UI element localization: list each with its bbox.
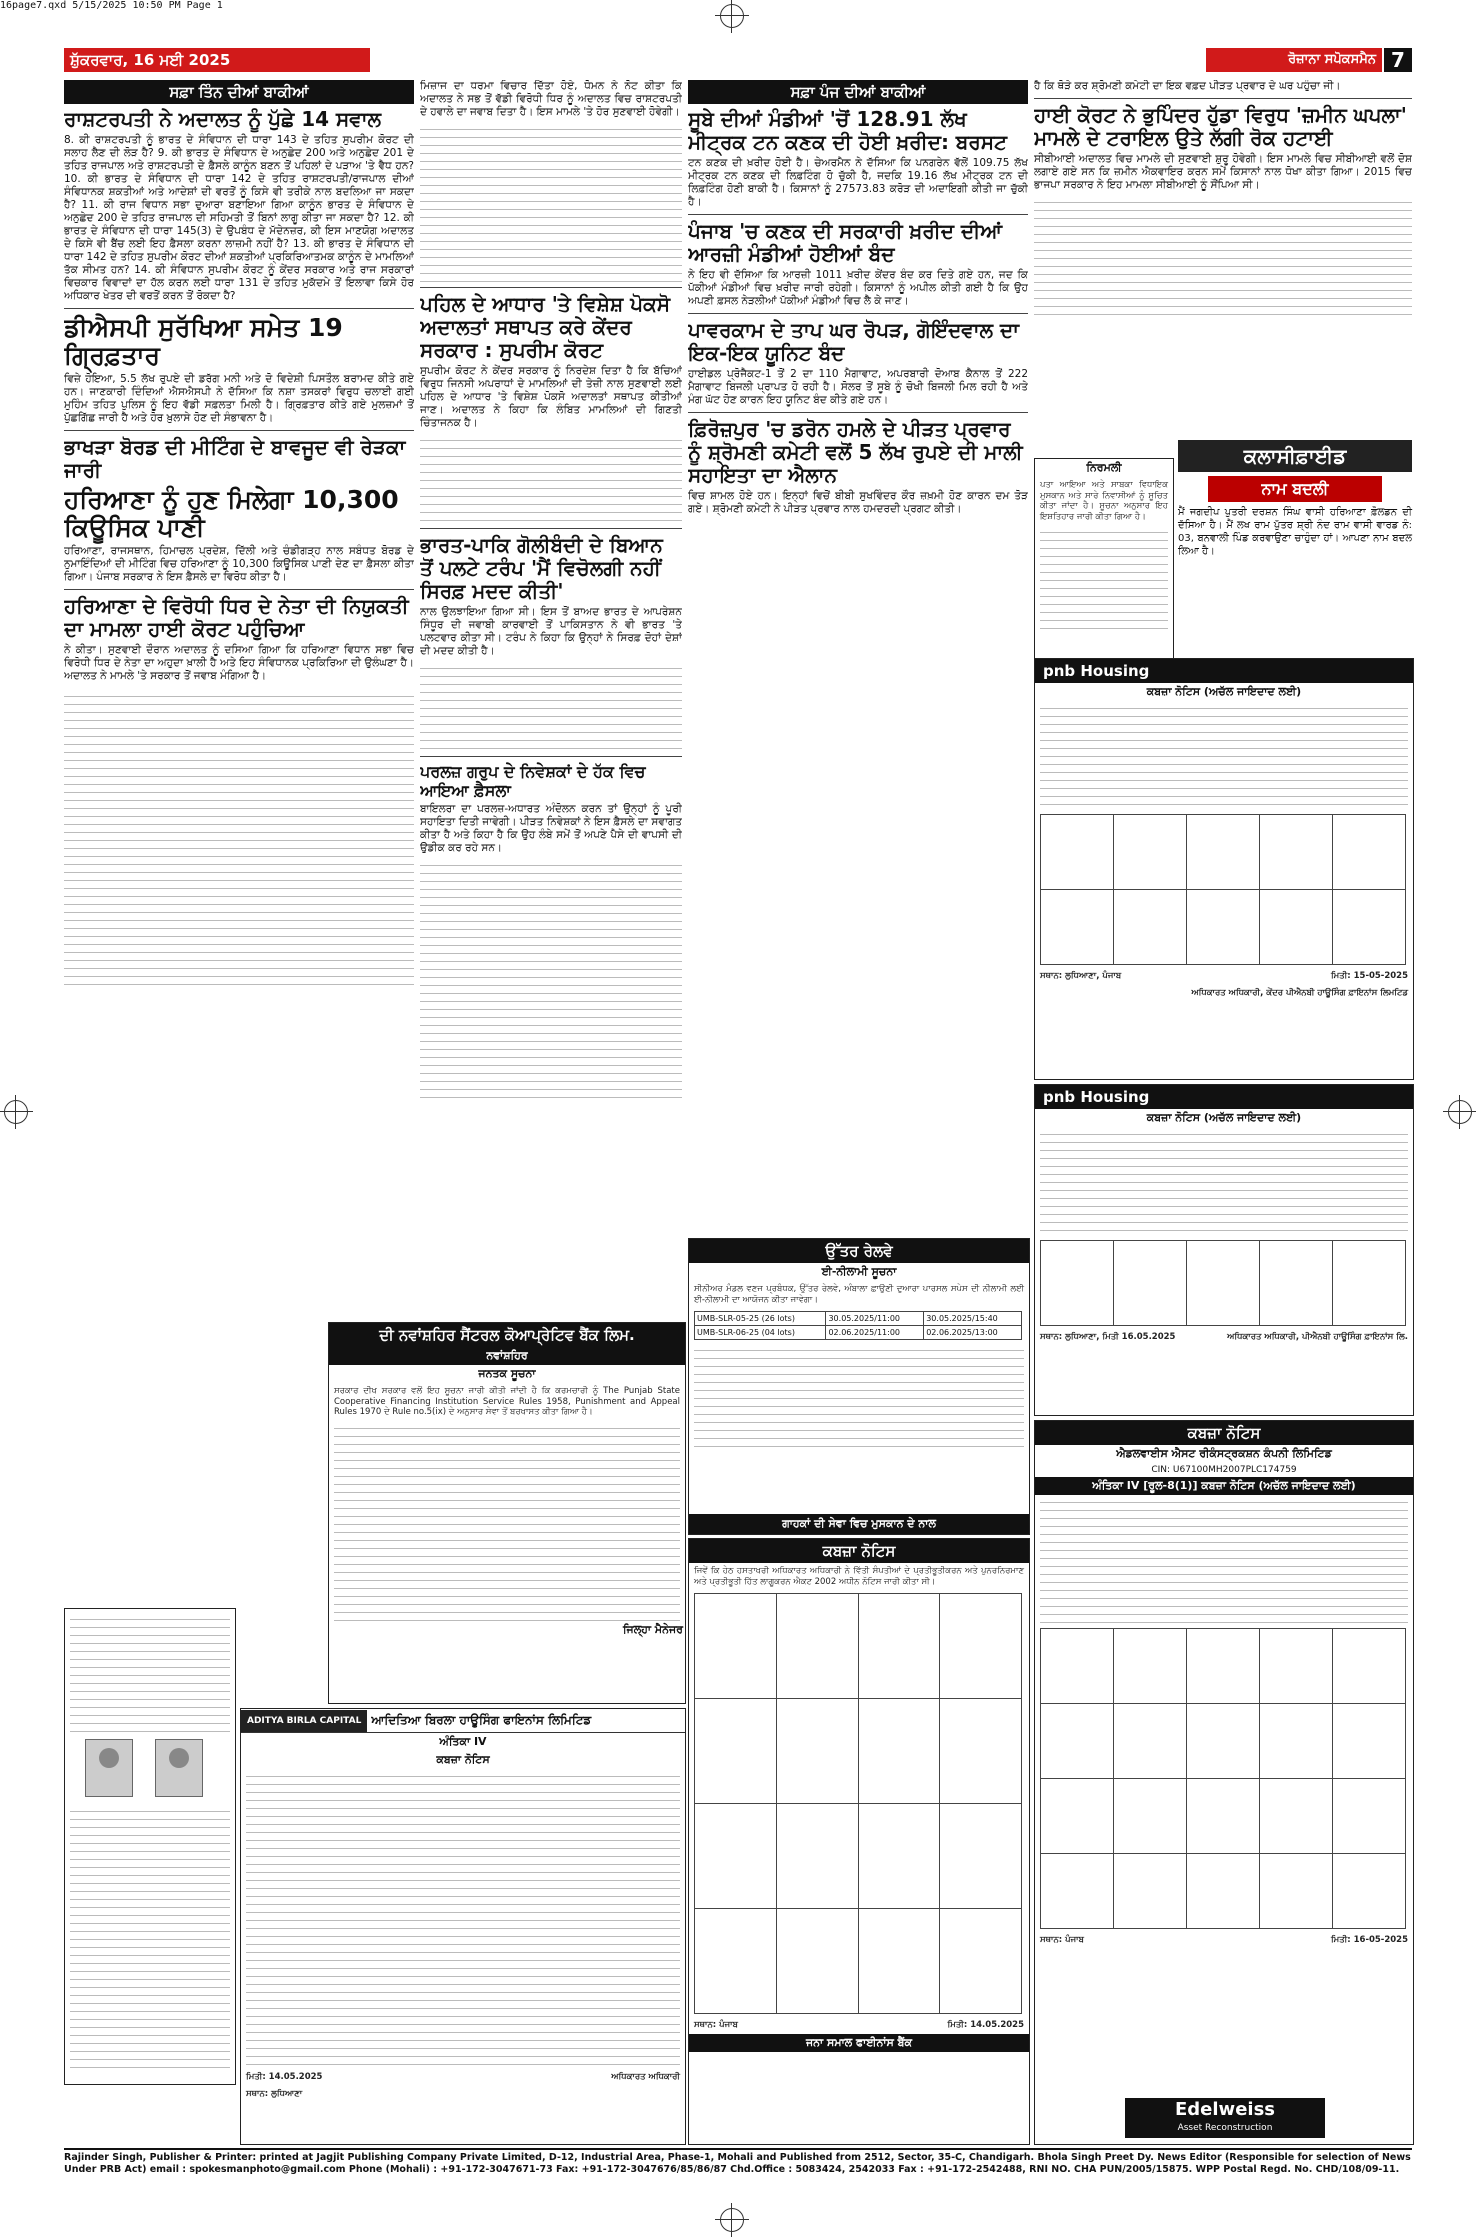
section-banner: ਸਫ਼ਾ ਤਿੰਨ ਦੀਆਂ ਬਾਕੀਆਂ — [64, 80, 414, 104]
article-continuation — [420, 122, 682, 282]
headline-mandis-closed: ਪੰਜਾਬ 'ਚ ਕਣਕ ਦੀ ਸਰਕਾਰੀ ਖ਼ਰੀਦ ਦੀਆਂ ਆਰਜ਼ੀ ਮੰਡੀਆਂ ਹੋਈਆਂ ਬੰਦ — [688, 219, 1003, 266]
borrower-table — [1040, 814, 1406, 965]
table-cell: UMB-SLR-06-25 (04 lots) — [695, 1326, 826, 1340]
divider — [64, 308, 414, 309]
divider — [64, 430, 414, 431]
section-banner: ਸਫ਼ਾ ਪੰਜ ਦੀਆਂ ਬਾਕੀਆਂ — [688, 80, 1028, 104]
classified-text: ਮੈਂ ਜਗਦੀਪ ਪੁਤਰੀ ਦਰਸ਼ਨ ਸਿੰਘ ਵਾਸੀ ਹਰਿਆਣਾ ਫ਼ੋਲਡਨ ਦੀ ਦੱਸਿਆ ਹੈ। ਮੈਂ ਲਖ ਰਾਮ ਪੁੱਤਰ ਸ਼੍ਰੀ ਨੰਦ ਰਾਮ ਵਾਸੀ ਵਾਰਡ ਨੰ: 03, ਬਨਵਾਲੀ ਪਿੰਡ ਕਰਵਾਉਣਾ ਚਾਹੁੰਦਾ ਹਾਂ। ਆਪਣਾ ਨਾਮ ਬਦਲ ਲਿਆ ਹੈ। — [1178, 507, 1412, 557]
notice-date: ਮਿਤੀ: 14.05.2025 — [947, 2020, 1024, 2030]
aditya-birla-notice — [240, 1708, 686, 2145]
railway-title: ਉੱਤਰ ਰੇਲਵੇ — [689, 1239, 1029, 1263]
paper-name: ਰੋਜ਼ਾਨਾ ਸਪੋਕਸਮੈਨ — [1206, 48, 1382, 72]
notice-signature: ਅਧਿਕਾਰਤ ਅਧਿਕਾਰੀ — [611, 2072, 680, 2082]
divider — [688, 313, 1028, 314]
article-body: ਹੈ ਕਿ ਥੋੜੇ ਕਰ ਸ਼੍ਰੋਮਣੀ ਕਮੇਟੀ ਦਾ ਇਕ ਵਫ਼ਦ ਪੀੜਤ ਪ੍ਰਵਾਰ ਦੇ ਘਰ ਪਹੁੰਚਾ ਜੀ। — [1034, 80, 1341, 92]
column-4 — [1034, 80, 1412, 450]
article-body: ਸੀਬੀਆਈ ਅਦਾਲਤ ਵਿਚ ਮਾਮਲੇ ਦੀ ਸੁਣਵਾਈ ਸ਼ੁਰੂ ਹੋਵੇਗੀ। ਇਸ ਮਾਮਲੇ ਵਿਚ ਸੀਬੀਆਈ ਵਲੋਂ ਦੋਸ਼ ਲਗਾਏ ਗਏ ਸਨ ਕਿ ਜ਼ਮੀਨ ਐਕਵਾਇਰ ਕਰਨ ਸਮੇਂ ਕਿਸਾਨਾਂ ਨਾਲ ਧੋਖਾ ਕੀਤਾ ਗਿਆ। 2015 ਵਿਚ ਭਾਜਪਾ ਸਰਕਾਰ ਨੇ ਇਹ ਮਾਮਲਾ ਸੀਬੀਆਈ ਨੂੰ ਸੌਂਪਿਆ ਸੀ। — [1034, 153, 1412, 191]
notice-title: ਕਬਜ਼ਾ ਨੋਟਿਸ — [689, 1539, 1029, 1563]
table-cell: 02.06.2025/11:00 — [826, 1326, 924, 1340]
table-row — [695, 1909, 1022, 2014]
article-body: ਵਿਚ ਸ਼ਾਮਲ ਹੋਏ ਹਨ। ਇਨ੍ਹਾਂ ਵਿਚੋਂ ਬੀਬੀ ਸੁਖਵਿੰਦਰ ਕੌਰ ਜ਼ਖ਼ਮੀ ਹੋਣ ਕਾਰਨ ਦਮ ਤੋੜ ਗਏ। ਸ਼੍ਰੋਮਣੀ ਕਮੇਟੀ ਨੇ ਪੀੜਤ ਪ੍ਰਵਾਰ ਨਾਲ ਹਮਦਰਦੀ ਪ੍ਰਗਟ ਕੀਤੀ। — [688, 490, 1028, 515]
cooperative-bank-notice — [328, 1322, 686, 1704]
bank-title: ਦੀ ਨਵਾਂਸ਼ਹਿਰ ਸੈਂਟਰਲ ਕੋਆਪ੍ਰੇਟਿਵ ਬੈਂਕ ਲਿਮ. — [329, 1323, 685, 1347]
table-row — [1041, 1241, 1406, 1326]
notice-signature: ਅਧਿਕਾਰਤ ਅਧਿਕਾਰੀ, ਕੇਂਦਰ ਪੀਐਨਬੀ ਹਾਊਸਿੰਗ ਫ਼ਾਇਨਾਂਸ ਲਿਮਟਿਡ — [1191, 987, 1408, 998]
table-row — [695, 1594, 1022, 1699]
auction-table — [694, 1311, 1022, 1340]
table-row — [1041, 890, 1406, 965]
notice-text-lines — [70, 1612, 230, 1732]
column-2 — [420, 80, 682, 1230]
table-row — [1041, 1629, 1406, 1704]
name-change-tab: ਨਾਮ ਬਦਲੀ — [1208, 476, 1382, 502]
headline-trump-ceasefire: ਭਾਰਤ-ਪਾਕਿ ਗੋਲੀਬੰਦੀ ਦੇ ਬਿਆਨ ਤੋਂ ਪਲਟੇ ਟਰੰਪ 'ਮੈਂ ਵਿਚੋਲਗੀ ਨਹੀਂ ਸਿਰਫ਼ ਮਦਦ ਕੀਤੀ' — [420, 533, 663, 603]
headline-president-questions: ਰਾਸ਼ਟਰਪਤੀ ਨੇ ਅਦਾਲਤ ਨੂੰ ਪੁੱਛੇ 14 ਸਵਾਲ — [64, 107, 382, 131]
registration-mark-right — [1448, 1100, 1472, 1124]
headline-pearls-group: ਪਰਲਜ਼ ਗਰੁਪ ਦੇ ਨਿਵੇਸ਼ਕਾਂ ਦੇ ਹੱਕ ਵਿਚ ਆਇਆ ਫ਼ੈਸਲਾ — [420, 762, 646, 800]
table-row — [1041, 1854, 1406, 1929]
divider — [64, 589, 414, 590]
article-body: ਨਾਲ ਉਲਝਾਇਆ ਗਿਆ ਸੀ। ਇਸ ਤੋਂ ਬਾਅਦ ਭਾਰਤ ਦੇ ਆਪਰੇਸ਼ਨ ਸਿੰਧੂਰ ਦੀ ਜਵਾਬੀ ਕਾਰਵਾਈ ਤੋਂ ਪਾਕਿਸਤਾਨ ਨੇ ਵੀ ਭਾਰਤ 'ਤੇ ਪਲਟਵਾਰ ਕੀਤਾ ਸੀ। ਟਰੰਪ ਨੇ ਕਿਹਾ ਕਿ ਉਨ੍ਹਾਂ ਨੇ ਸਿਰਫ਼ ਦੋਹਾਂ ਦੇਸ਼ਾਂ ਦੀ ਮਦਦ ਕੀਤੀ ਹੈ। — [420, 606, 682, 657]
pnb-logo: pnb Housing — [1035, 1085, 1413, 1109]
table-cell: 30.05.2025/15:40 — [924, 1312, 1022, 1326]
headline-haryana-water: ਹਰਿਆਣਾ ਨੂੰ ਹੁਣ ਮਿਲੇਗਾ 10,300 ਕਿਊਸਿਕ ਪਾਣੀ — [64, 485, 399, 542]
article-body: ਨੇ ਇਹ ਵੀ ਦੱਸਿਆ ਕਿ ਆਰਜ਼ੀ 1011 ਖ਼ਰੀਦ ਕੇਂਦਰ ਬੰਦ ਕਰ ਦਿਤੇ ਗਏ ਹਨ, ਜਦ ਕਿ ਪੱਕੀਆਂ ਮੰਡੀਆਂ ਵਿਚ ਖ਼ਰੀਦ ਜਾਰੀ ਰਹੇਗੀ। ਕਿਸਾਨਾਂ ਨੂੰ ਅਪੀਲ ਕੀਤੀ ਗਈ ਹੈ ਕਿ ਉਹ ਅਪਣੀ ਫ਼ਸਲ ਨੇੜਲੀਆਂ ਪੱਕੀਆਂ ਮੰਡੀਆਂ ਵਿਚ ਲੈ ਕੇ ਜਾਣ। — [688, 269, 1028, 307]
registration-mark-left — [4, 1100, 28, 1124]
page-header — [64, 48, 1412, 74]
borrower-table — [1040, 1628, 1406, 1929]
edelweiss-notice — [1034, 1420, 1414, 2145]
headline-haryana-opposition: ਹਰਿਆਣਾ ਦੇ ਵਿਰੋਧੀ ਧਿਰ ਦੇ ਨੇਤਾ ਦੀ ਨਿਯੁਕਤੀ ਦਾ ਮਾਮਲਾ ਹਾਈ ਕੋਰਟ ਪਹੁੰਚਿਆ — [64, 594, 409, 641]
column-3 — [688, 80, 1028, 1230]
notice-signature: ਜਿਲ੍ਹਾ ਮੈਨੇਜਰ — [622, 1622, 683, 1636]
notice-text-lines — [70, 1804, 230, 2074]
table-row — [1041, 815, 1406, 890]
notice-text-lines — [1040, 525, 1168, 635]
pnb-housing-notice — [1034, 658, 1414, 1080]
article-body: ਵਿਜ਼ੇ ਹੋਇਆ, 5.5 ਲੱਖ ਰੁਪਏ ਦੀ ਡਰੱਗ ਮਨੀ ਅਤੇ ਦੋ ਵਿਦੇਸ਼ੀ ਪਿਸਤੌਲ ਬਰਾਮਦ ਕੀਤੇ ਗਏ ਹਨ। ਜਾਣਕਾਰੀ ਦਿੰਦਿਆਂ ਐਸਐਸਪੀ ਨੇ ਦੱਸਿਆ ਕਿ ਨਸ਼ਾ ਤਸਕਰਾਂ ਵਿਰੁਧ ਚਲਾਈ ਗਈ ਮੁਹਿੰਮ ਤਹਿਤ ਪੁਲਿਸ ਨੂੰ ਇਹ ਵੱਡੀ ਸਫ਼ਲਤਾ ਮਿਲੀ ਹੈ। ਗ੍ਰਿਫ਼ਤਾਰ ਕੀਤੇ ਗਏ ਮੁਲਜ਼ਮਾਂ ਤੋਂ ਪੁੱਛਗਿੱਛ ਜਾਰੀ ਹੈ ਅਤੇ ਹੋਰ ਖ਼ੁਲਾਸੇ ਹੋਣ ਦੀ ਸੰਭਾਵਨਾ ਹੈ। — [64, 373, 414, 424]
print-slug: 16page7.qxd 5/15/2025 10:50 PM Page 1 — [0, 0, 223, 11]
notice-body: ਪਤਾ ਆਇਆ ਅਤੇ ਸਾਬਕਾ ਵਿਧਾਇਕ ਮੁਸਕਾਨ ਅਤੇ ਸਾਰੇ ਨਿਵਾਸੀਆਂ ਨੂੰ ਸੂਚਿਤ ਕੀਤਾ ਜਾਂਦਾ ਹੈ। ਸੂਚਨਾ ਅਨੁਸਾਰ ਇਹ ਇਸ਼ਤਿਹਾਰ ਜਾਰੀ ਕੀਤਾ ਗਿਆ ਹੈ। — [1040, 480, 1168, 522]
headline-dsp-arrested: ਡੀਐਸਪੀ ਸੁਰੱਖਿਆ ਸਮੇਤ 19 ਗ੍ਰਿਫ਼ਤਾਰ — [64, 313, 343, 370]
company-name: ਆਦਿਤਿਆ ਬਿਰਲਾ ਹਾਊਸਿੰਗ ਫਾਇਨਾਂਸ ਲਿਮਿਟਿਡ — [371, 1713, 592, 1727]
notice-text-lines — [1040, 1127, 1408, 1237]
classified-section — [1178, 440, 1412, 650]
headline-pocso-courts: ਪਹਿਲ ਦੇ ਆਧਾਰ 'ਤੇ ਵਿਸ਼ੇਸ਼ ਪੋਕਸੋ ਅਦਾਲਤਾਂ ਸਥਾਪਤ ਕਰੇ ਕੇਂਦਰ ਸਰਕਾਰ : ਸੁਪਰੀਮ ਕੋਰਟ — [420, 292, 671, 362]
notice-body: ਸਰਕਾਰ ਦੀਖ ਸਰਕਾਰ ਵਲੋਂ ਇਹ ਸੂਚਨਾ ਜਾਰੀ ਕੀਤੀ ਜਾਂਦੀ ਹੈ ਕਿ ਕਰਮਚਾਰੀ ਨੂੰ The Punjab State Cooperative Financing Institution Service Rules 1958, Punishment and Appeal Rules 1970 ਦੇ Rule no.5(ix) ਦੇ ਅਨੁਸਾਰ ਸੇਵਾ ਤੋਂ ਬਰਖਾਸਤ ਕੀਤਾ ਗਿਆ ਹੈ। — [334, 1386, 680, 1417]
notice-heading: ਕਬਜ਼ਾ ਨੋਟਿਸ — [436, 1753, 490, 1766]
notice-annexure: ਅੰਤਿਕਾ IV — [439, 1735, 487, 1748]
article-body: ਟਨ ਕਣਕ ਦੀ ਖ਼ਰੀਦ ਹੋਈ ਹੈ। ਚੇਅਰਮੈਨ ਨੇ ਦੱਸਿਆ ਕਿ ਪਨਗਰੇਨ ਵੱਲੋਂ 109.75 ਲੱਖ ਮੀਟ੍ਰਕ ਟਨ ਕਣਕ ਦੀ ਲਿਫ਼ਟਿੰਗ ਹੋ ਚੁੱਕੀ ਹੈ, ਜਦਕਿ 19.16 ਲੱਖ ਮੀਟ੍ਰਕ ਟਨ ਦੀ ਲਿਫ਼ਟਿੰਗ ਹੋਣੀ ਬਾਕੀ ਹੈ। ਕਿਸਾਨਾਂ ਨੂੰ 27573.83 ਕਰੋੜ ਦੀ ਅਦਾਇਗੀ ਕੀਤੀ ਜਾ ਚੁੱਕੀ ਹੈ। — [688, 157, 1028, 208]
person-photo — [85, 1739, 133, 1797]
notice-title: ਨਿਰਮਲੀ — [1086, 461, 1122, 474]
notice-text-lines — [694, 1343, 1024, 1453]
article-body: ਹਰਿਆਣਾ, ਰਾਜਸਥਾਨ, ਹਿਮਾਚਲ ਪ੍ਰਦੇਸ਼, ਦਿੱਲੀ ਅਤੇ ਚੰਡੀਗੜ੍ਹ ਨਾਲ ਸਬੰਧਤ ਬੋਰਡ ਦੇ ਨੁਮਾਇੰਦਿਆਂ ਦੀ ਮੀਟਿੰਗ ਵਿਚ ਹਰਿਆਣਾ ਨੂੰ 10,300 ਕਿਊਸਿਕ ਪਾਣੀ ਦੇਣ ਦਾ ਫ਼ੈਸਲਾ ਕੀਤਾ ਗਿਆ। ਪੰਜਾਬ ਸਰਕਾਰ ਨੇ ਇਸ ਫ਼ੈਸਲੇ ਦਾ ਵਿਰੋਧ ਕੀਤਾ ਹੈ। — [64, 545, 414, 583]
article-continuation — [420, 433, 682, 523]
headline-bhakra-board: ਭਾਖੜਾ ਬੋਰਡ ਦੀ ਮੀਟਿੰਗ ਦੇ ਬਾਵਜੂਦ ਵੀ ਰੇੜਕਾ ਜਾਰੀ — [64, 435, 406, 482]
railway-auction-notice — [688, 1238, 1030, 1535]
article-continuation — [420, 661, 682, 751]
divider — [420, 287, 682, 288]
jana-possession-notice — [688, 1538, 1030, 2145]
divider — [420, 528, 682, 529]
article-body: ਹਾਈਡਲ ਪ੍ਰੋਜੈਕਟ-1 ਤੋਂ 2 ਦਾ 110 ਮੈਗਾਵਾਟ, ਅਪਰਬਾਰੀ ਦੋਆਬ ਕੈਨਾਲ ਤੋਂ 222 ਮੈਗਾਵਾਟ ਬਿਜਲੀ ਪ੍ਰਾਪਤ ਹੋ ਰਹੀ ਹੈ। ਸੋਲਰ ਤੋਂ ਸੂਬੇ ਨੂੰ ਚੋਖੀ ਬਿਜਲੀ ਮਿਲ ਰਹੀ ਹੈ ਅਤੇ ਮੰਗ ਘੱਟ ਹੋਣ ਕਾਰਨ ਇਹ ਯੂਨਿਟ ਬੰਦ ਕੀਤੇ ਗਏ ਹਨ। — [688, 368, 1028, 406]
notice-subheading: ਅੰਤਿਕਾ IV [ਰੂਲ-8(1)] ਕਬਜ਼ਾ ਨੋਟਿਸ (ਅਚੱਲ ਜਾਇਦਾਦ ਲਈ) — [1035, 1477, 1413, 1495]
article-continuation — [1034, 195, 1412, 315]
notice-signature: ਅਧਿਕਾਰਤ ਅਧਿਕਾਰੀ, ਪੀਐਨਬੀ ਹਾਊਸਿੰਗ ਫ਼ਾਇਨਾਂਸ ਲਿ. — [1227, 1332, 1408, 1342]
imprint-footer: Rajinder Singh, Publisher & Printer: printed at Jagjit Publishing Company Private Limited, D-12, Industrial Area, Phase-1, Mohali and Published from 2512, Sector, 35-C, Chandigarh. Bhola Singh Preet Dy. News Editor (Responsible for selection of News Under PRB Act) email : spokesmanphoto@gmail.com Phone (Mohali) : +91-172-3047671-73 Fax: +91-172-3047676/85/86/87 Chd.Office : 5083424, 2542033 Fax : +91-172-2542488, RNI NO. CHA PUN/2005/15875. WPP Postal Regd. No. CHD/108/09-11. — [64, 2148, 1412, 2176]
article-continuation — [420, 858, 682, 1098]
notice-body: ਜਿਵੇਂ ਕਿ ਹੇਠ ਹਸਤਾਖਰੀ ਅਧਿਕਾਰਤ ਅਧਿਕਾਰੀ ਨੇ ਵਿੱਤੀ ਸੰਪਤੀਆਂ ਦੇ ਪ੍ਰਤੀਭੂਤੀਕਰਨ ਅਤੇ ਪੁਨਰਨਿਰਮਾਣ ਅਤੇ ਪ੍ਰਤੀਭੂਤੀ ਹਿੱਤ ਲਾਗੂਕਰਨ ਐਕਟ 2002 ਅਧੀਨ ਨੋਟਿਸ ਜਾਰੀ ਕੀਤਾ ਸੀ। — [694, 1566, 1024, 1587]
bank-subtitle: ਨਵਾਂਸ਼ਹਿਰ — [329, 1347, 685, 1365]
notice-heading: ਕਬਜ਼ਾ ਨੋਟਿਸ (ਅਚੱਲ ਜਾਇਦਾਦ ਲਈ) — [1146, 685, 1302, 698]
table-cell: 30.05.2025/11:00 — [826, 1312, 924, 1326]
aditya-birla-logo: ADITYA BIRLA CAPITAL — [241, 1710, 367, 1732]
notice-date: ਮਿਤੀ: 15-05-2025 — [1330, 971, 1408, 981]
photo-notice — [64, 1608, 236, 2085]
notice-title: ਕਬਜ਼ਾ ਨੋਟਿਸ — [1035, 1421, 1413, 1445]
borrower-table — [694, 1593, 1022, 2014]
nirmal-notice — [1034, 458, 1174, 670]
company-cin: CIN: U67100MH2007PLC174759 — [1151, 1465, 1297, 1475]
newspaper-page — [64, 48, 1412, 2198]
classified-header: ਕਲਾਸੀਫ਼ਾਈਡ — [1178, 440, 1412, 472]
logo-subtext: Asset Reconstruction — [1177, 2123, 1273, 2133]
headline-powercom-units: ਪਾਵਰਕਾਮ ਦੇ ਤਾਪ ਘਰ ਰੋਪੜ, ਗੋਇੰਦਵਾਲ ਦਾ ਇਕ-ਇਕ ਯੂਨਿਟ ਬੰਦ — [688, 318, 1019, 365]
table-cell: UMB-SLR-05-25 (26 lots) — [695, 1312, 826, 1326]
railway-subtitle: ਈ-ਨੀਲਾਮੀ ਸੂਚਨਾ — [821, 1265, 897, 1278]
pnb-housing-notice-2 — [1034, 1084, 1414, 1416]
registration-mark-top — [720, 4, 744, 28]
notice-heading: ਜਨਤਕ ਸੂਚਨਾ — [478, 1367, 536, 1380]
divider — [1034, 98, 1412, 99]
notice-place: ਸਥਾਨ: ਪੰਜਾਬ — [1040, 1935, 1084, 1945]
table-row — [1041, 1704, 1406, 1779]
divider — [420, 756, 682, 757]
table-row — [695, 1326, 1022, 1340]
article-body: ਸੁਪਰੀਮ ਕੋਰਟ ਨੇ ਕੇਂਦਰ ਸਰਕਾਰ ਨੂੰ ਨਿਰਦੇਸ਼ ਦਿਤਾ ਹੈ ਕਿ ਬੱਚਿਆਂ ਵਿਰੁਧ ਜਿਨਸੀ ਅਪਰਾਧਾਂ ਦੇ ਮਾਮਲਿਆਂ ਦੀ ਤੇਜ਼ੀ ਨਾਲ ਸੁਣਵਾਈ ਲਈ ਪਹਿਲ ਦੇ ਆਧਾਰ 'ਤੇ ਵਿਸ਼ੇਸ਼ ਪੋਕਸੋ ਅਦਾਲਤਾਂ ਸਥਾਪਤ ਕੀਤੀਆਂ ਜਾਣ। ਅਦਾਲਤ ਨੇ ਕਿਹਾ ਕਿ ਲੰਬਿਤ ਮਾਮਲਿਆਂ ਦੀ ਗਿਣਤੀ ਚਿੰਤਾਜਨਕ ਹੈ। — [420, 365, 682, 429]
article-continuation — [64, 689, 414, 989]
notice-date: ਮਿਤੀ: 16-05-2025 — [1330, 1935, 1408, 1945]
notice-place: ਸਥਾਨ: ਪੰਜਾਬ — [694, 2020, 738, 2030]
logo-text: Edelweiss — [1175, 2099, 1275, 2120]
pnb-logo: pnb Housing — [1035, 659, 1413, 683]
notice-place: ਸਥਾਨ: ਲੁਧਿਆਣਾ, ਪੰਜਾਬ — [1040, 971, 1122, 981]
table-row — [695, 1804, 1022, 1909]
headline-wheat-procurement: ਸੂਬੇ ਦੀਆਂ ਮੰਡੀਆਂ 'ਚੋਂ 128.91 ਲੱਖ ਮੀਟ੍ਰਕ ਟਨ ਕਣਕ ਦੀ ਹੋਈ ਖ਼ਰੀਦ: ਬਰਸਟ — [688, 107, 1007, 154]
notice-heading: ਕਬਜ਼ਾ ਨੋਟਿਸ (ਅਚੱਲ ਜਾਇਦਾਦ ਲਈ) — [1146, 1111, 1302, 1124]
edelweiss-logo — [1125, 2098, 1325, 2138]
divider — [688, 214, 1028, 215]
borrower-table — [1040, 1240, 1406, 1326]
headline-ferozepur-drone: ਫ਼ਿਰੋਜ਼ਪੁਰ 'ਚ ਡਰੋਨ ਹਮਲੇ ਦੇ ਪੀੜਤ ਪ੍ਰਵਾਰ ਨੂੰ ਸ਼੍ਰੋਮਣੀ ਕਮੇਟੀ ਵਲੋਂ 5 ਲੱਖ ਰੁਪਏ ਦੀ ਮਾਲੀ ਸਹਾਇਤਾ ਦਾ ਐਲਾਨ — [688, 417, 1023, 487]
company-name: ਐਡਲਵਾਈਸ ਐਸਟ ਰੀਕੰਸਟ੍ਰਕਸ਼ਨ ਕੰਪਨੀ ਲਿਮਿਟਿਡ — [1116, 1447, 1332, 1460]
issue-date: ਸ਼ੁੱਕਰਵਾਰ, 16 ਮਈ 2025 — [64, 48, 370, 72]
notice-text-lines — [1040, 701, 1408, 811]
notice-place: ਸਥਾਨ: ਲੁਧਿਆਣਾ, ਮਿਤੀ 16.05.2025 — [1040, 1332, 1176, 1342]
article-body: ਨੇ ਕੀਤਾ। ਸੁਣਵਾਈ ਦੌਰਾਨ ਅਦਾਲਤ ਨੂੰ ਦਸਿਆ ਗਿਆ ਕਿ ਹਰਿਆਣਾ ਵਿਧਾਨ ਸਭਾ ਵਿਚ ਵਿਰੋਧੀ ਧਿਰ ਦੇ ਨੇਤਾ ਦਾ ਅਹੁਦਾ ਖ਼ਾਲੀ ਹੈ ਅਤੇ ਇਹ ਸੰਵਿਧਾਨਕ ਪ੍ਰਕਿਰਿਆ ਦੀ ਉਲੰਘਣਾ ਹੈ। ਅਦਾਲਤ ਨੇ ਮਾਮਲੇ 'ਤੇ ਸਰਕਾਰ ਤੋਂ ਜਵਾਬ ਮੰਗਿਆ ਹੈ। — [64, 644, 414, 682]
person-photo — [155, 1739, 203, 1797]
page-number: 7 — [1384, 48, 1412, 72]
railway-footer: ਗਾਹਕਾਂ ਦੀ ਸੇਵਾ ਵਿਚ ਮੁਸਕਾਨ ਦੇ ਨਾਲ — [689, 1514, 1029, 1534]
table-row — [1041, 1779, 1406, 1854]
table-row — [695, 1312, 1022, 1326]
divider — [688, 412, 1028, 413]
article-body: ਬਾਇਲਰਾ ਦਾ ਪਰਲਜ਼-ਅਧਾਰਤ ਅੰਦੋਲਨ ਕਰਨ ਤਾਂ ਉਨ੍ਹਾਂ ਨੂੰ ਪੂਰੀ ਸਹਾਇਤਾ ਦਿਤੀ ਜਾਵੇਗੀ। ਪੀੜਤ ਨਿਵੇਸ਼ਕਾਂ ਨੇ ਇਸ ਫ਼ੈਸਲੇ ਦਾ ਸਵਾਗਤ ਕੀਤਾ ਹੈ ਅਤੇ ਕਿਹਾ ਹੈ ਕਿ ਉਹ ਲੰਬੇ ਸਮੇਂ ਤੋਂ ਅਪਣੇ ਪੈਸੇ ਦੀ ਵਾਪਸੀ ਦੀ ਉਡੀਕ ਕਰ ਰਹੇ ਸਨ। — [420, 803, 682, 854]
notice-date: ਮਿਤੀ: 14.05.2025 — [246, 2072, 323, 2082]
table-cell: 02.06.2025/13:00 — [924, 1326, 1022, 1340]
notice-text-lines — [1040, 1495, 1408, 1625]
notice-text-lines — [246, 1769, 680, 2069]
article-body: 8. ਕੀ ਰਾਸ਼ਟਰਪਤੀ ਨੂੰ ਭਾਰਤ ਦੇ ਸੰਵਿਧਾਨ ਦੀ ਧਾਰਾ 143 ਦੇ ਤਹਿਤ ਸੁਪਰੀਮ ਕੋਰਟ ਦੀ ਸਲਾਹ ਲੈਣ ਦੀ ਲੋੜ ਹੈ? 9. ਕੀ ਭਾਰਤ ਦੇ ਸੰਵਿਧਾਨ ਦੇ ਅਨੁਛੇਦ 200 ਅਤੇ ਅਨੁਛੇਦ 201 ਦੇ ਤਹਿਤ ਰਾਜਪਾਲ ਅਤੇ ਰਾਸ਼ਟਰਪਤੀ ਦੇ ਫ਼ੈਸਲੇ ਕਾਨੂੰਨ ਬਣਨ ਤੋਂ ਪਹਿਲਾਂ ਦੇ ਪੜਾਅ 'ਤੇ ਵੈਧ ਹਨ? 10. ਕੀ ਭਾਰਤ ਦੇ ਸੰਵਿਧਾਨ ਦੀ ਧਾਰਾ 142 ਦੇ ਤਹਿਤ ਰਾਸ਼ਟਰਪਤੀ/ਰਾਜਪਾਲ ਦੀਆਂ ਸੰਵਿਧਾਨਕ ਸ਼ਕਤੀਆਂ ਅਤੇ ਆਦੇਸ਼ਾਂ ਦੀ ਵਰਤੋਂ ਨੂੰ ਕਿਸੇ ਵੀ ਤਰੀਕੇ ਨਾਲ ਬਦਲਿਆ ਜਾ ਸਕਦਾ ਹੈ? 11. ਕੀ ਰਾਜ ਵਿਧਾਨ ਸਭਾ ਦੁਆਰਾ ਬਣਾਇਆ ਗਿਆ ਕਾਨੂੰਨ ਭਾਰਤ ਦੇ ਸੰਵਿਧਾਨ ਦੇ ਅਨੁਛੇਦ 200 ਦੇ ਤਹਿਤ ਰਾਜਪਾਲ ਦੀ ਸਹਿਮਤੀ ਤੋਂ ਬਿਨਾਂ ਲਾਗੂ ਕੀਤਾ ਜਾ ਸਕਦਾ ਹੈ? 12. ਕੀ ਭਾਰਤ ਦੇ ਸੰਵਿਧਾਨ ਦੀ ਧਾਰਾ 145(3) ਦੇ ਉਪਬੰਧ ਦੇ ਮੱਦੇਨਜ਼ਰ, ਕੀ ਇਸ ਮਾਣਯੋਗ ਅਦਾਲਤ ਦੇ ਕਿਸੇ ਵੀ ਬੈਂਚ ਲਈ ਇਹ ਫ਼ੈਸਲਾ ਕਰਨਾ ਲਾਜ਼ਮੀ ਨਹੀਂ ਹੈ? 13. ਕੀ ਭਾਰਤ ਦੇ ਸੰਵਿਧਾਨ ਦੀ ਧਾਰਾ 142 ਦੇ ਤਹਿਤ ਸੁਪਰੀਮ ਕੋਰਟ ਦੀਆਂ ਸ਼ਕਤੀਆਂ ਪ੍ਰਕਿਰਿਆਤਮਕ ਕਾਨੂੰਨ ਦੇ ਮਾਮਲਿਆਂ ਤੱਕ ਸੀਮਤ ਹਨ? 14. ਕੀ ਸੰਵਿਧਾਨ ਸੁਪਰੀਮ ਕੋਰਟ ਨੂੰ ਕੇਂਦਰ ਸਰਕਾਰ ਅਤੇ ਰਾਜ ਸਰਕਾਰਾਂ ਵਿਚਕਾਰ ਵਿਵਾਦਾਂ ਦਾ ਹੱਲ ਕਰਨ ਲਈ ਧਾਰਾ 131 ਦੇ ਤਹਿਤ ਮੁਕੱਦਮੇ ਤੋਂ ਇਲਾਵਾ ਕਿਸੇ ਹੋਰ ਅਧਿਕਾਰ ਖੇਤਰ ਦੀ ਵਰਤੋਂ ਕਰਨ ਤੋਂ ਰੋਕਦਾ ਹੈ? — [64, 134, 414, 302]
notice-place: ਸਥਾਨ: ਲੁਧਿਆਣਾ — [246, 2088, 303, 2099]
bank-name: ਜਨਾ ਸਮਾਲ ਫਾਈਨਾਂਸ ਬੈਂਕ — [689, 2034, 1029, 2052]
railway-body: ਸੀਨੀਅਰ ਮੰਡਲ ਵਣਜ ਪ੍ਰਬੰਧਕ, ਉੱਤਰ ਰੇਲਵੇ, ਅੰਬਾਲਾ ਛਾਉਣੀ ਦੁਆਰਾ ਪਾਰਸਲ ਸਪੇਸ ਦੀ ਨੀਲਾਮੀ ਲਈ ਈ-ਨੀਲਾਮੀ ਦਾ ਆਯੋਜਨ ਕੀਤਾ ਜਾਵੇਗਾ। — [694, 1284, 1024, 1305]
notice-text-lines — [334, 1421, 680, 1621]
article-body: ਮਿਜ਼ਾਜ ਦਾ ਧਰਮਾ ਵਿਚਾਰ ਦਿੱਤਾ ਹੋਏ, ਧੋਮਨ ਨੇ ਨੋਟ ਕੀਤਾ ਕਿ ਅਦਾਲਤ ਨੇ ਸਭ ਤੋਂ ਵੱਡੀ ਵਿਰੋਧੀ ਧਿਰ ਨੂੰ ਅਦਾਲਤ ਵਿਚ ਰਾਸ਼ਟਰਪਤੀ ਦੇ ਹਵਾਲੇ ਦਾ ਜਵਾਬ ਦਿਤਾ ਹੈ। ਇਸ ਮਾਮਲੇ 'ਤੇ ਹੋਰ ਸੁਣਵਾਈ ਹੋਵੇਗੀ। — [420, 80, 682, 118]
table-row — [695, 1699, 1022, 1804]
headline-hooda-land-scam: ਹਾਈ ਕੋਰਟ ਨੇ ਭੁਪਿੰਦਰ ਹੁੱਡਾ ਵਿਰੁਧ 'ਜ਼ਮੀਨ ਘਪਲਾ' ਮਾਮਲੇ ਦੇ ਟਰਾਇਲ ਉਤੇ ਲੱਗੀ ਰੋਕ ਹਟਾਈ — [1034, 103, 1407, 150]
registration-mark-bottom — [720, 2208, 744, 2232]
